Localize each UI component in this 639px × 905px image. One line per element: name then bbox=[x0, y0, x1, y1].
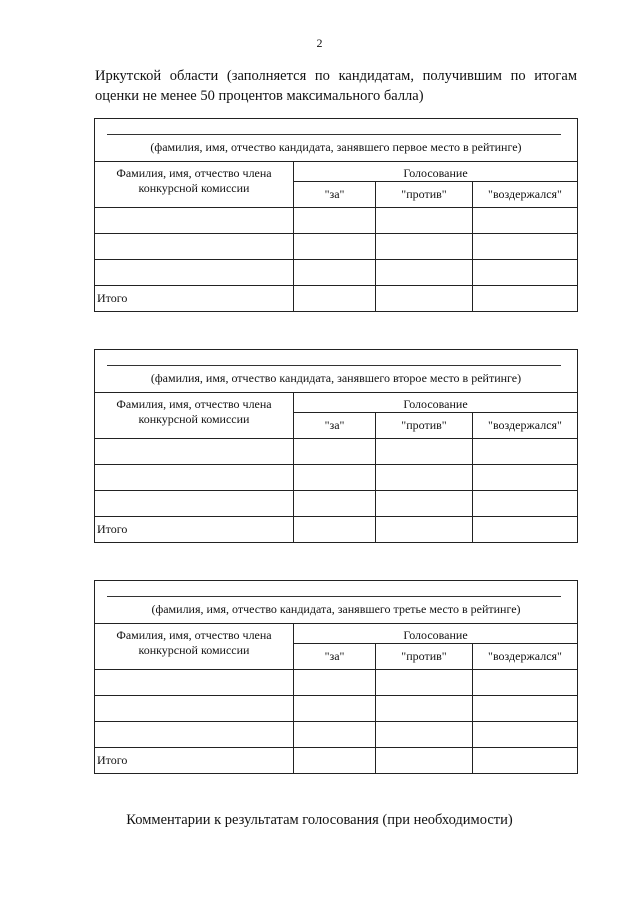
voting-header: Голосование bbox=[294, 624, 578, 644]
total-abstained-cell[interactable] bbox=[473, 286, 578, 312]
vote-abstained-cell[interactable] bbox=[473, 491, 578, 517]
vote-against-cell[interactable] bbox=[376, 208, 473, 234]
voting-header: Голосование bbox=[294, 162, 578, 182]
voting-table-third-place bbox=[94, 580, 578, 774]
candidate-caption: (фамилия, имя, отчество кандидата, занявшего первое место в рейтинге) bbox=[150, 140, 522, 154]
member-name-cell[interactable] bbox=[95, 722, 294, 748]
vote-against-cell[interactable] bbox=[376, 696, 473, 722]
member-name-cell[interactable] bbox=[95, 208, 294, 234]
table-row bbox=[95, 491, 578, 517]
intro-line-2: оценки не менее 50 процентов максимального балла) bbox=[95, 88, 424, 104]
candidate-name-line bbox=[107, 365, 561, 366]
voting-table-first-place bbox=[94, 118, 578, 312]
vote-against-cell[interactable] bbox=[376, 670, 473, 696]
member-name-cell[interactable] bbox=[95, 465, 294, 491]
vote-against-header: "против" bbox=[376, 182, 473, 208]
total-label: Итого bbox=[95, 286, 294, 312]
candidate-name-field[interactable] bbox=[95, 581, 578, 624]
total-label: Итого bbox=[95, 748, 294, 774]
vote-abstained-cell[interactable] bbox=[473, 234, 578, 260]
candidate-name-line bbox=[107, 134, 561, 135]
vote-for-header: "за" bbox=[294, 413, 376, 439]
total-for-cell[interactable] bbox=[294, 748, 376, 774]
total-label: Итого bbox=[95, 517, 294, 543]
vote-against-cell[interactable] bbox=[376, 260, 473, 286]
vote-abstained-cell[interactable] bbox=[473, 696, 578, 722]
candidate-name-line bbox=[107, 596, 561, 597]
table-row bbox=[95, 260, 578, 286]
vote-abstained-header: "воздержался" bbox=[473, 182, 578, 208]
intro-paragraph bbox=[95, 66, 577, 106]
comments-heading: Комментарии к результатам голосования (при необходимости) bbox=[126, 812, 513, 828]
total-against-cell[interactable] bbox=[376, 286, 473, 312]
member-name-cell[interactable] bbox=[95, 439, 294, 465]
vote-for-cell[interactable] bbox=[294, 491, 376, 517]
member-name-header: Фамилия, имя, отчество члена конкурсной комиссии bbox=[95, 624, 294, 670]
vote-against-header: "против" bbox=[376, 413, 473, 439]
vote-for-cell[interactable] bbox=[294, 465, 376, 491]
candidate-name-field[interactable] bbox=[95, 350, 578, 393]
candidate-caption: (фамилия, имя, отчество кандидата, занявшего третье место в рейтинге) bbox=[151, 602, 521, 616]
member-name-cell[interactable] bbox=[95, 491, 294, 517]
vote-for-cell[interactable] bbox=[294, 234, 376, 260]
table-row bbox=[95, 234, 578, 260]
vote-for-header: "за" bbox=[294, 182, 376, 208]
vote-abstained-header: "воздержался" bbox=[473, 413, 578, 439]
intro-line-1: Иркутской области (заполняется по кандидатам, получившим по итогам bbox=[95, 68, 577, 84]
vote-for-cell[interactable] bbox=[294, 260, 376, 286]
table-row bbox=[95, 439, 578, 465]
voting-table-second-place bbox=[94, 349, 578, 543]
table-row bbox=[95, 208, 578, 234]
vote-against-cell[interactable] bbox=[376, 465, 473, 491]
vote-abstained-cell[interactable] bbox=[473, 260, 578, 286]
vote-for-cell[interactable] bbox=[294, 670, 376, 696]
member-name-cell[interactable] bbox=[95, 234, 294, 260]
vote-abstained-cell[interactable] bbox=[473, 208, 578, 234]
total-row bbox=[95, 748, 578, 774]
total-row bbox=[95, 517, 578, 543]
total-abstained-cell[interactable] bbox=[473, 517, 578, 543]
table-row bbox=[95, 465, 578, 491]
table-row bbox=[95, 670, 578, 696]
total-row bbox=[95, 286, 578, 312]
vote-against-cell[interactable] bbox=[376, 234, 473, 260]
member-name-cell[interactable] bbox=[95, 696, 294, 722]
member-name-cell[interactable] bbox=[95, 670, 294, 696]
member-name-header: Фамилия, имя, отчество члена конкурсной комиссии bbox=[95, 393, 294, 439]
voting-header: Голосование bbox=[294, 393, 578, 413]
vote-for-cell[interactable] bbox=[294, 439, 376, 465]
vote-abstained-header: "воздержался" bbox=[473, 644, 578, 670]
member-name-cell[interactable] bbox=[95, 260, 294, 286]
vote-abstained-cell[interactable] bbox=[473, 465, 578, 491]
total-for-cell[interactable] bbox=[294, 286, 376, 312]
vote-against-cell[interactable] bbox=[376, 439, 473, 465]
member-name-header: Фамилия, имя, отчество члена конкурсной комиссии bbox=[95, 162, 294, 208]
total-against-cell[interactable] bbox=[376, 748, 473, 774]
total-against-cell[interactable] bbox=[376, 517, 473, 543]
vote-against-cell[interactable] bbox=[376, 722, 473, 748]
vote-for-header: "за" bbox=[294, 644, 376, 670]
vote-against-header: "против" bbox=[376, 644, 473, 670]
vote-against-cell[interactable] bbox=[376, 491, 473, 517]
page-number: 2 bbox=[316, 36, 323, 50]
vote-for-cell[interactable] bbox=[294, 722, 376, 748]
candidate-name-field[interactable] bbox=[95, 119, 578, 162]
table-row bbox=[95, 696, 578, 722]
vote-for-cell[interactable] bbox=[294, 696, 376, 722]
candidate-caption: (фамилия, имя, отчество кандидата, занявшего второе место в рейтинге) bbox=[150, 371, 522, 385]
vote-abstained-cell[interactable] bbox=[473, 439, 578, 465]
vote-abstained-cell[interactable] bbox=[473, 670, 578, 696]
total-abstained-cell[interactable] bbox=[473, 748, 578, 774]
vote-for-cell[interactable] bbox=[294, 208, 376, 234]
total-for-cell[interactable] bbox=[294, 517, 376, 543]
table-row bbox=[95, 722, 578, 748]
vote-abstained-cell[interactable] bbox=[473, 722, 578, 748]
